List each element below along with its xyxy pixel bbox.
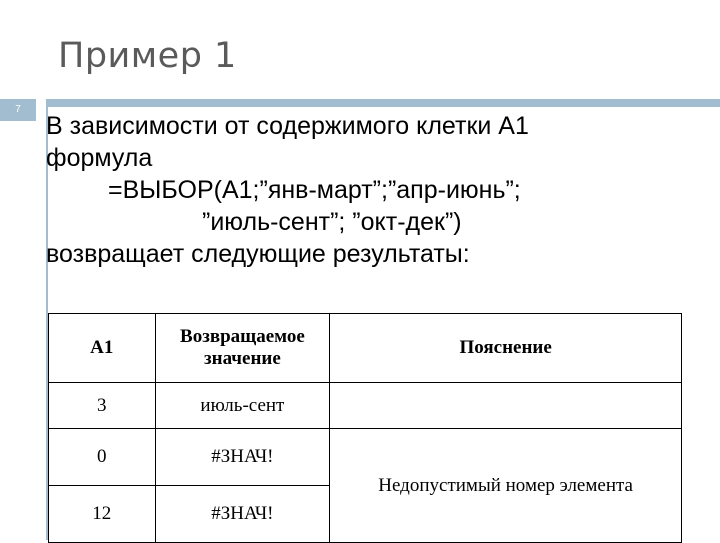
body-line-2: формула bbox=[46, 144, 153, 172]
cell-note bbox=[330, 383, 682, 429]
formula-line-2: ”июль-сент”; ”окт-дек”) bbox=[202, 208, 462, 236]
title-divider bbox=[46, 99, 720, 107]
header-a1: А1 bbox=[49, 314, 156, 383]
cell-value: #ЗНАЧ! bbox=[155, 486, 330, 543]
formula-line-1: =ВЫБОР(А1;”янв-март”;”апр-июнь”; bbox=[108, 176, 521, 204]
body-text bbox=[46, 110, 706, 270]
header-note: Пояснение bbox=[330, 314, 682, 383]
body-line-5: возвращает следующие результаты: bbox=[46, 240, 470, 268]
cell-a1: 0 bbox=[49, 429, 156, 486]
table-row bbox=[49, 383, 682, 429]
cell-value: #ЗНАЧ! bbox=[155, 429, 330, 486]
body-line-1: В зависимости от содержимого клетки А1 bbox=[46, 112, 529, 140]
cell-a1: 3 bbox=[49, 383, 156, 429]
table-header-row bbox=[49, 314, 682, 383]
table-row bbox=[49, 429, 682, 486]
cell-note: Недопустимый номер элемента bbox=[330, 429, 682, 543]
cell-value: июль-сент bbox=[155, 383, 330, 429]
cell-a1: 12 bbox=[49, 486, 156, 543]
results-table bbox=[48, 313, 682, 543]
slide-number: 7 bbox=[0, 99, 36, 121]
header-value: Возвращаемое значение bbox=[155, 314, 330, 383]
slide-title: Пример 1 bbox=[58, 36, 237, 76]
